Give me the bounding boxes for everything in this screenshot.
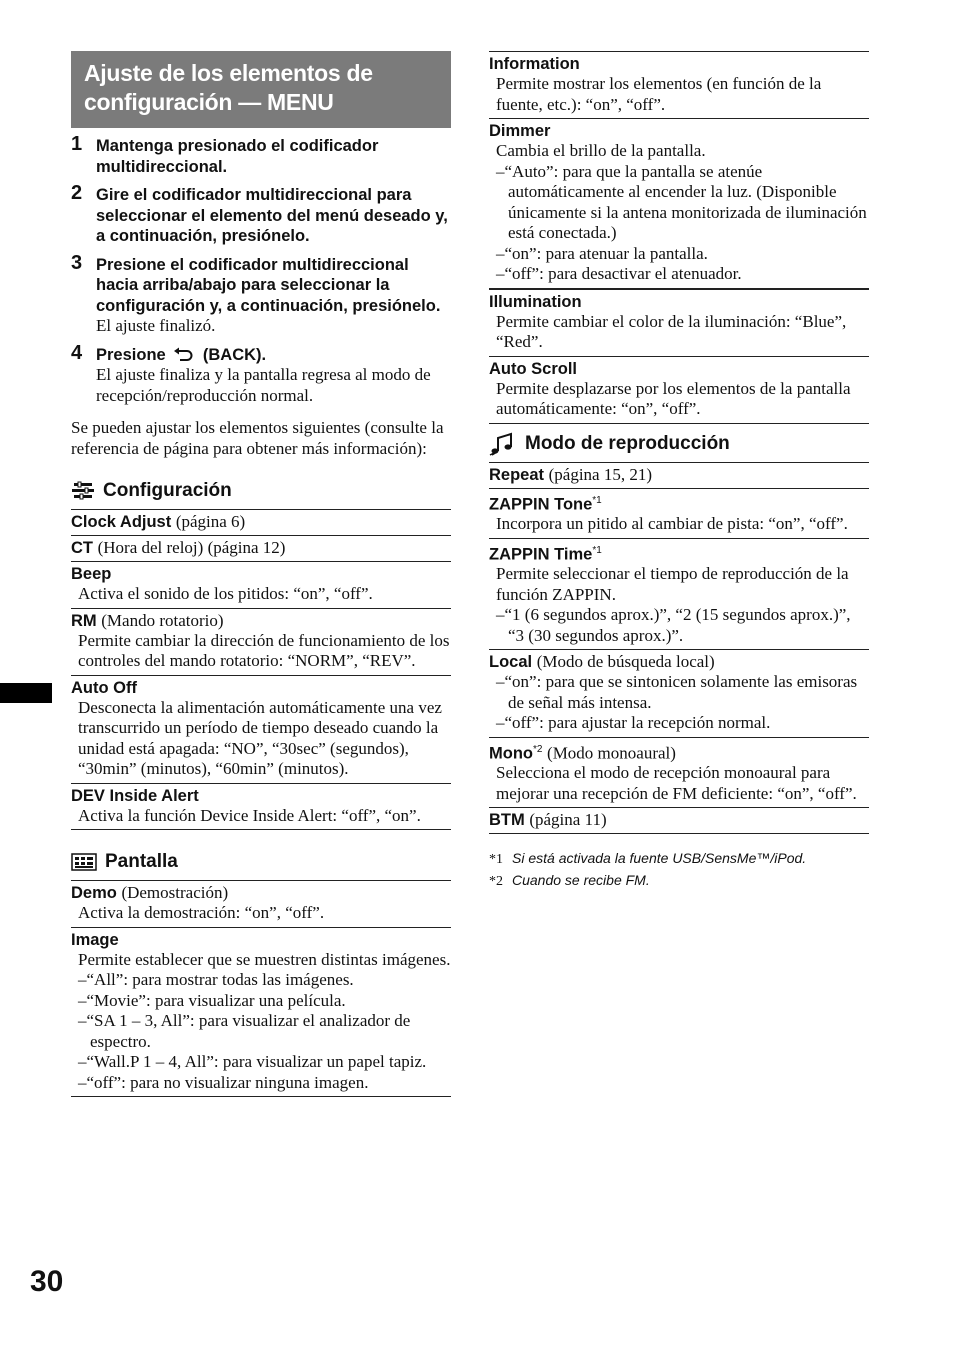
step-number: 4 [71,341,83,364]
item-name: BTM [489,811,525,829]
item-description: Selecciona el modo de recepción monoaural para mejorar una recepción de FM deficiente: “on”, “off”. [496,763,857,803]
item-note: (Hora del reloj) (página 12) [97,538,286,557]
item-name: DEV Inside Alert [71,786,199,805]
item-option: –“Auto”: para que la pantalla se atenúe automáticamente al encender la luz. (Disponible únicamente si la antena monitorizada de iluminación está conectada.) [496,161,867,242]
footnote-text: Cuando se recibe FM. [512,872,650,888]
item-option: –“Movie”: para visualizar una película. [78,990,346,1010]
item-option: –“Wall.P 1 – 4, All”: para visualizar un papel tapiz. [78,1052,427,1071]
footnote [489,870,869,892]
menu-item [489,738,869,809]
item-option: –“1 (6 segundos aprox.)”, “2 (15 segundos aprox.)”, “3 (30 segundos aprox.)”. [496,605,851,645]
section-title: Configuración [103,480,232,501]
item-description: Desconecta la alimentación automáticamente una vez transcurrido un período de tiempo deseado cuando la unidad está apagada: “NO”, “30sec” (segundos), “30min” (minutos), “60min” (minutos). [78,697,442,778]
menu-item [489,290,869,357]
footnote-mark: *2 [532,743,543,755]
item-note: (página 11) [529,810,607,829]
menu-item [489,357,869,424]
section-title: Pantalla [105,851,178,872]
menu-item [71,609,451,676]
item-note: (página 6) [175,512,246,531]
footnote-mark: *1 [592,544,602,556]
step-number: 3 [71,251,83,274]
item-note: (Demostración) [121,883,229,902]
item-name: Repeat [489,465,545,484]
page-number: 30 [30,1265,64,1298]
item-description: Activa la demostración: “on”, “off”. [78,903,325,922]
item-name: Auto Off [71,678,137,697]
item-name: Local [489,653,533,671]
settings-icon [71,481,95,501]
item-description: Permite cambiar la dirección de funcionamiento de los controles del mando rotatorio: “NORM”, “REV”. [78,630,450,670]
section-heading-modo [489,432,869,463]
menu-item [71,562,451,609]
step-3 [71,251,451,337]
item-description: Incorpora un pitido al cambiar de pista: “on”, “off”. [496,514,848,533]
step-heading-a: Presione [96,345,166,364]
item-name: ZAPPIN Time [489,545,593,563]
item-name: ZAPPIN Tone [489,495,593,513]
footnotes [489,848,869,892]
footnote-mark: *2 [489,874,503,889]
item-note: (Modo monoaural) [547,743,676,762]
item-description: Permite cambiar el color de la iluminación: “Blue”, “Red”. [496,311,847,351]
menu-item [489,119,869,290]
step-heading-b: (BACK). [202,345,267,364]
item-option: –“SA 1 – 3, All”: para visualizar el analizador de espectro. [78,1011,411,1051]
item-name: CT [71,539,93,557]
step-heading: Gire el codificador multidireccional para seleccionar el elemento del menú deseado y, a continuación, presiónelo. [96,186,448,245]
menu-item [71,676,451,784]
menu-item [489,489,869,539]
item-description: Activa el sonido de los pitidos: “on”, “off”. [78,584,373,603]
menu-item [71,536,451,562]
item-option: –“off”: para ajustar la recepción normal. [496,713,771,732]
menu-item [489,808,869,834]
section-heading-config [71,479,451,510]
step-number: 1 [71,133,83,155]
menu-item [489,51,869,119]
menu-item [71,510,451,536]
item-option: –“off”: para no visualizar ninguna imagen. [78,1072,369,1092]
item-option: –“on”: para atenuar la pantalla. [496,243,708,263]
section-heading-pantalla [71,850,451,881]
step-body: El ajuste finaliza y la pantalla regresa al modo de recepción/reproducción normal. [96,365,431,405]
footnote-mark: *1 [489,852,503,867]
menu-item [71,881,451,928]
footnote-mark: *1 [592,494,602,506]
item-name: Dimmer [489,122,551,140]
item-description: Permite seleccionar el tiempo de reproducción de la función ZAPPIN. [496,564,849,604]
step-4 [71,341,451,407]
footnote-text: Si está activada la fuente USB/SensMe™/iPod. [512,850,807,866]
item-note: (Modo de búsqueda local) [536,652,715,671]
item-name: Image [71,930,119,949]
item-name: Clock Adjust [71,513,172,531]
right-column [489,51,869,892]
item-name: Auto Scroll [489,359,578,378]
item-option: –“All”: para mostrar todas las imágenes. [78,970,354,989]
step-heading [96,345,451,366]
back-arrow-icon [173,347,195,361]
section-tab-marker [0,683,52,703]
item-note: (Mando rotatorio) [101,610,224,630]
item-description: Cambia el brillo de la pantalla. [496,141,706,160]
item-name: RM [71,611,97,630]
item-description: Permite mostrar los elementos (en función de la fuente, etc.): “on”, “off”. [496,74,822,114]
page-title: Ajuste de los elementos de configuración — MENU [71,51,451,128]
item-name: Demo [71,884,117,902]
step-body: El ajuste finalizó. [96,316,216,335]
menu-item [489,463,869,489]
menu-item [71,784,451,831]
step-1 [71,133,451,177]
step-heading: Presione el codificador multidireccional hacia arriba/abajo para seleccionar la configuración y, a continuación, presiónelo. [96,255,441,315]
display-icon [71,853,97,871]
intro-paragraph: Se pueden ajustar los elementos siguientes (consulte la referencia de página para obtener más información): [71,418,444,458]
item-name: Mono [489,744,533,762]
footnote [489,848,869,870]
step-2 [71,182,451,247]
item-option: –“off”: para desactivar el atenuador. [496,264,742,283]
item-description: Permite desplazarse por los elementos de la pantalla automáticamente: “on”, “off”. [496,378,851,418]
item-name: Information [489,55,580,73]
item-name: Beep [71,565,112,583]
item-note: (página 15, 21) [548,464,653,484]
left-column [71,51,451,1097]
section-title: Modo de reproducción [525,432,730,454]
step-number: 2 [71,182,83,204]
step-heading: Mantenga presionado el codificador multidireccional. [96,137,379,176]
music-note-icon [489,432,517,456]
item-description: Permite establecer que se muestren distintas imágenes. [78,949,451,969]
item-description: Activa la función Device Inside Alert: “off”, “on”. [78,805,421,825]
item-option: –“on”: para que se sintonicen solamente las emisoras de señal más intensa. [496,672,858,712]
menu-item [71,928,451,1098]
item-name: Illumination [489,292,582,311]
menu-item [489,539,869,651]
menu-item [489,650,869,738]
